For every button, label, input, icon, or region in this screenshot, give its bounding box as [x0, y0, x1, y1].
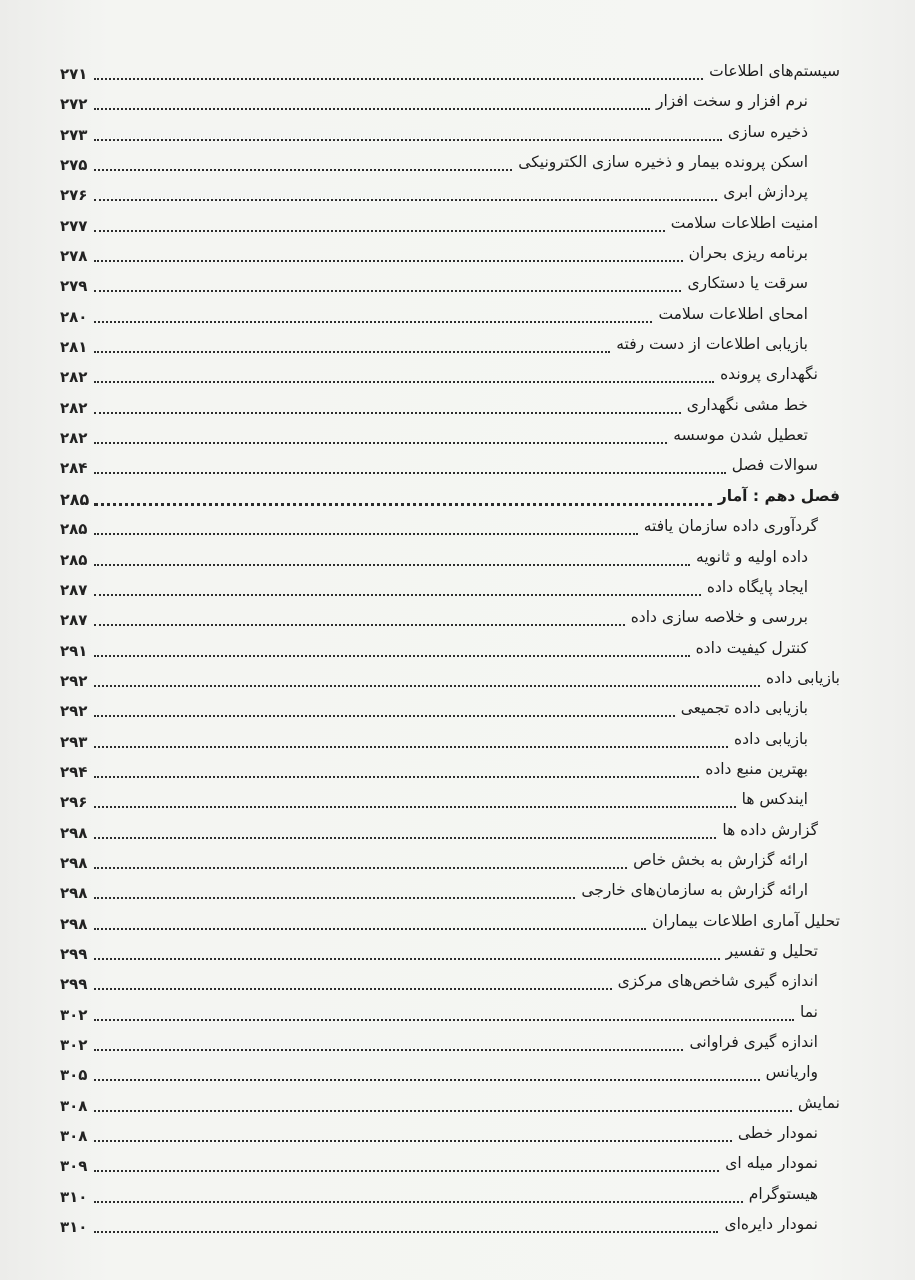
toc-entry — [60, 331, 840, 361]
dot-leader — [94, 78, 703, 80]
toc-entry — [60, 301, 840, 331]
toc-entry — [60, 452, 840, 482]
toc-entry — [60, 695, 840, 725]
toc-entry-title: نمودار دایره‌ای — [724, 1215, 818, 1234]
toc-entry-title: فصل دهم : آمار — [717, 486, 840, 505]
toc-entry — [60, 88, 840, 118]
toc-entry-title: اندازه گیری شاخص‌های مرکزی — [617, 972, 818, 991]
dot-leader — [94, 928, 646, 930]
dot-leader — [94, 897, 575, 899]
toc-entry-title: اندازه گیری فراوانی — [689, 1033, 818, 1051]
dot-leader — [94, 564, 690, 566]
toc-page-number: ۲۸۰ — [60, 307, 88, 326]
dot-leader — [94, 776, 699, 778]
toc-entry — [60, 604, 840, 634]
toc-entry — [60, 58, 840, 88]
toc-entry — [60, 1120, 840, 1150]
toc-page-number: ۳۰۹ — [60, 1157, 88, 1176]
dot-leader — [94, 806, 736, 808]
toc-entry-title: تعطیل شدن موسسه — [673, 426, 808, 445]
dot-leader — [94, 108, 650, 110]
dot-leader — [94, 624, 625, 626]
toc-page-number: ۲۹۴ — [60, 762, 88, 781]
toc-page-number: ۳۰۲ — [60, 1005, 88, 1024]
toc-page-number: ۲۸۵ — [60, 489, 90, 509]
toc-page-number: ۲۸۲ — [60, 398, 88, 417]
dot-leader — [94, 1110, 792, 1112]
toc-entry — [60, 968, 840, 998]
toc-page-number: ۲۹۳ — [60, 732, 88, 751]
toc-entry-title: امحای اطلاعات سلامت — [658, 304, 808, 323]
toc-entry — [60, 422, 840, 452]
dot-leader — [94, 351, 610, 353]
toc-entry — [60, 210, 840, 240]
toc-page-number: ۲۹۲ — [60, 671, 88, 690]
toc-entry-title: تحلیل آماری اطلاعات بیماران — [652, 911, 840, 930]
dot-leader — [94, 1231, 718, 1233]
toc-entry-title: ایجاد پایگاه داده — [706, 577, 808, 596]
toc-page-number: ۳۱۰ — [60, 1218, 88, 1237]
toc-entry — [60, 513, 840, 543]
dot-leader — [94, 1170, 719, 1172]
toc-entry-title: ایندکس ها — [741, 790, 808, 809]
toc-entry-title: نرم افزار و سخت افزار — [656, 92, 808, 111]
dot-leader — [94, 594, 701, 596]
toc-page-number: ۲۹۸ — [60, 884, 88, 903]
toc-page-number: ۲۸۷ — [60, 611, 88, 630]
toc-page-number: ۲۹۱ — [60, 641, 88, 660]
toc-entry — [60, 1090, 840, 1120]
toc-entry — [60, 1181, 840, 1211]
toc-entry — [60, 240, 840, 270]
toc-entry-title: نمودار خطی — [737, 1124, 818, 1143]
toc-entry — [60, 574, 840, 604]
toc-entry — [60, 1029, 840, 1059]
toc-entry — [60, 1150, 840, 1180]
toc-page-number: ۲۸۲ — [60, 429, 88, 448]
toc-page-number: ۲۹۸ — [60, 853, 88, 872]
toc-entry-title: هیستوگرام — [748, 1184, 818, 1203]
dot-leader — [94, 1140, 732, 1142]
dot-leader — [94, 260, 683, 262]
toc-entry — [60, 999, 840, 1029]
toc-page-number: ۲۷۱ — [60, 65, 88, 83]
toc-page-number: ۳۰۲ — [60, 1036, 88, 1054]
toc-entry-title: امنیت اطلاعات سلامت — [670, 213, 818, 232]
dot-leader — [94, 412, 681, 414]
dot-leader — [94, 1079, 760, 1081]
toc-page-number: ۲۷۵ — [60, 156, 88, 175]
dot-leader — [94, 867, 627, 869]
dot-leader — [94, 715, 675, 717]
dot-leader — [94, 472, 726, 474]
toc-page-number: ۲۹۹ — [60, 944, 88, 963]
toc-page-number: ۲۹۹ — [60, 975, 88, 994]
toc-entry-title: گزارش داده ها — [722, 820, 818, 839]
toc-entry-title: تحلیل و تفسیر — [725, 941, 818, 960]
dot-leader — [94, 746, 728, 748]
toc-entry — [60, 817, 840, 847]
toc-entry — [60, 665, 840, 695]
toc-page-number: ۲۸۵ — [60, 550, 88, 569]
dot-leader — [94, 685, 760, 687]
toc-entry-title: بازیابی اطلاعات از دست رفته — [616, 335, 808, 354]
toc-entry-title: نمودار میله ای — [725, 1154, 818, 1173]
toc-page-number: ۳۰۸ — [60, 1127, 88, 1146]
dot-leader — [94, 988, 612, 990]
toc-entry — [60, 270, 840, 300]
dot-leader — [94, 1049, 683, 1051]
toc-page-number: ۲۷۳ — [60, 125, 88, 144]
toc-entry — [60, 1211, 840, 1241]
toc-entry-title: نما — [800, 1002, 818, 1021]
toc-page-number: ۲۸۱ — [60, 338, 88, 357]
dot-leader — [94, 381, 714, 383]
toc-entry-title: بازیابی داده تجمیعی — [680, 699, 808, 718]
toc-page-number: ۲۷۸ — [60, 247, 88, 266]
dot-leader — [94, 533, 638, 535]
toc-entry-title: واریانس — [765, 1063, 818, 1082]
toc-entry — [60, 1059, 840, 1089]
toc-page-number: ۲۸۲ — [60, 368, 88, 387]
table-of-contents — [60, 58, 840, 1241]
toc-entry-title: نگهداری پرونده — [720, 365, 818, 384]
toc-page-number: ۲۹۲ — [60, 702, 88, 721]
toc-entry — [60, 726, 840, 756]
dot-leader — [94, 139, 722, 141]
toc-page-number: ۲۹۸ — [60, 914, 88, 933]
toc-entry — [60, 392, 840, 422]
toc-page-number: ۳۰۸ — [60, 1096, 88, 1115]
toc-entry-title: خط مشی نگهداری — [686, 395, 808, 414]
toc-entry — [60, 847, 840, 877]
toc-page-number: ۲۷۹ — [60, 277, 88, 296]
toc-entry-title: بازیابی داده — [766, 668, 840, 687]
toc-entry — [60, 179, 840, 209]
toc-entry — [60, 361, 840, 391]
toc-entry-title: نمایش — [797, 1093, 840, 1112]
dot-leader — [94, 230, 665, 232]
toc-entry-title: سرقت یا دستکاری — [687, 274, 808, 293]
toc-entry-title: داده اولیه و ثانویه — [696, 547, 808, 566]
toc-page-number: ۲۷۲ — [60, 95, 88, 114]
toc-page-number: ۲۸۵ — [60, 520, 88, 539]
toc-page-number: ۲۷۷ — [60, 216, 88, 235]
toc-entry-title: ذخیره سازی — [727, 122, 808, 141]
dot-leader — [94, 442, 667, 444]
dot-leader — [94, 1201, 743, 1203]
toc-entry-title: بازیابی داده — [734, 729, 808, 748]
toc-entry — [60, 786, 840, 816]
dot-leader — [94, 1019, 794, 1021]
dot-leader — [94, 321, 652, 323]
toc-entry-title: برنامه ریزی بحران — [688, 244, 808, 263]
dot-leader — [94, 290, 681, 292]
toc-entry-title: بهترین منبع داده — [705, 759, 808, 778]
toc-chapter-heading — [60, 483, 840, 513]
toc-entry — [60, 544, 840, 574]
toc-page-number: ۳۰۵ — [60, 1066, 88, 1085]
toc-entry-title: سوالات فصل — [731, 456, 818, 475]
toc-entry-title: سیستم‌های اطلاعات — [709, 62, 840, 80]
toc-entry-title: گردآوری داده سازمان یافته — [643, 517, 818, 536]
dot-leader — [94, 837, 716, 839]
toc-entry-title: بررسی و خلاصه سازی داده — [630, 608, 808, 627]
toc-entry — [60, 149, 840, 179]
toc-page-number: ۲۸۷ — [60, 580, 88, 599]
toc-entry-title: کنترل کیفیت داده — [695, 638, 808, 657]
dot-leader — [94, 169, 512, 171]
toc-entry — [60, 635, 840, 665]
toc-entry — [60, 908, 840, 938]
dot-leader — [94, 958, 720, 960]
toc-entry — [60, 877, 840, 907]
toc-page-number: ۲۸۴ — [60, 459, 88, 478]
toc-entry-title: اسکن پرونده بیمار و ذخیره سازی الکترونیکی — [518, 153, 808, 172]
dot-leader — [94, 503, 712, 506]
dot-leader — [94, 655, 690, 657]
toc-entry — [60, 119, 840, 149]
toc-entry-title: ارائه گزارش به سازمان‌های خارجی — [581, 881, 808, 900]
dot-leader — [94, 199, 717, 201]
toc-page-number: ۳۱۰ — [60, 1187, 88, 1206]
toc-page-number: ۲۹۸ — [60, 823, 88, 842]
toc-entry — [60, 756, 840, 786]
toc-entry-title: پردازش ابری — [723, 183, 808, 202]
toc-entry-title: ارائه گزارش به بخش خاص — [633, 850, 808, 869]
toc-entry — [60, 938, 840, 968]
toc-page-number: ۲۷۶ — [60, 186, 88, 205]
toc-page-number: ۲۹۶ — [60, 793, 88, 812]
